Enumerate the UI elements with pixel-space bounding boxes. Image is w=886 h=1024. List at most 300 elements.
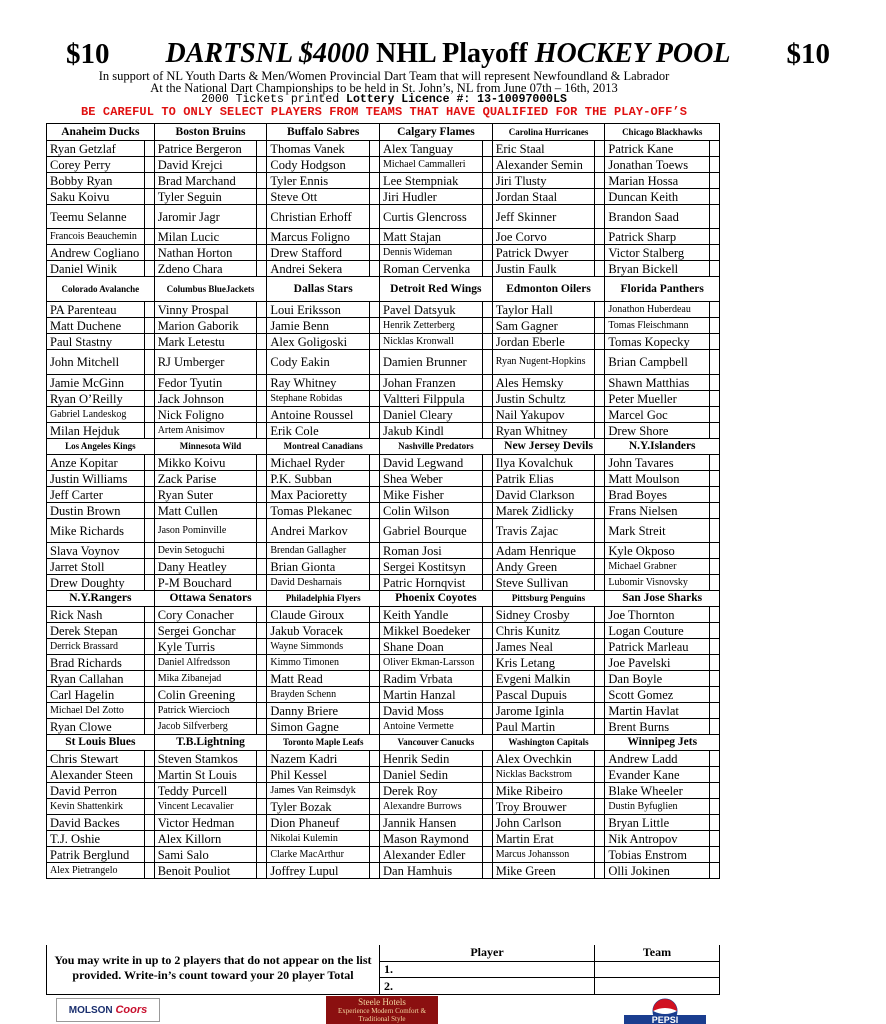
selection-checkbox[interactable]: [594, 455, 604, 470]
selection-checkbox[interactable]: [482, 318, 492, 333]
selection-checkbox[interactable]: [144, 423, 154, 438]
player-name: Patrick Kane: [608, 141, 674, 156]
selection-checkbox[interactable]: [369, 205, 379, 228]
selection-checkbox[interactable]: [709, 687, 719, 702]
selection-checkbox[interactable]: [594, 671, 604, 686]
selection-checkbox[interactable]: [594, 831, 604, 846]
selection-checkbox[interactable]: [594, 607, 604, 622]
selection-checkbox[interactable]: [369, 815, 379, 830]
selection-checkbox[interactable]: [144, 751, 154, 766]
selection-checkbox[interactable]: [256, 799, 266, 814]
selection-checkbox[interactable]: [594, 205, 604, 228]
selection-checkbox[interactable]: [594, 847, 604, 862]
selection-checkbox[interactable]: [482, 245, 492, 260]
selection-checkbox[interactable]: [594, 703, 604, 718]
selection-checkbox[interactable]: [709, 350, 719, 374]
selection-checkbox[interactable]: [709, 767, 719, 782]
selection-checkbox[interactable]: [369, 318, 379, 333]
selection-checkbox[interactable]: [709, 189, 719, 204]
selection-checkbox[interactable]: [256, 751, 266, 766]
player-name: Jack Johnson: [157, 391, 225, 406]
selection-checkbox[interactable]: [256, 157, 266, 172]
selection-checkbox[interactable]: [369, 261, 379, 276]
player-cell: [154, 229, 267, 244]
selection-checkbox[interactable]: [144, 407, 154, 422]
selection-checkbox[interactable]: [482, 261, 492, 276]
selection-checkbox[interactable]: [256, 831, 266, 846]
selection-checkbox[interactable]: [369, 543, 379, 558]
player-name: Dennis Wideman: [383, 246, 453, 258]
selection-checkbox[interactable]: [144, 519, 154, 542]
selection-checkbox[interactable]: [594, 751, 604, 766]
player-name: David Krejci: [157, 157, 223, 172]
selection-checkbox[interactable]: [144, 334, 154, 349]
selection-checkbox[interactable]: [594, 229, 604, 244]
selection-checkbox[interactable]: [482, 503, 492, 518]
selection-checkbox[interactable]: [144, 847, 154, 862]
selection-checkbox[interactable]: [256, 815, 266, 830]
selection-checkbox[interactable]: [594, 334, 604, 349]
selection-checkbox[interactable]: [256, 847, 266, 862]
selection-checkbox[interactable]: [144, 173, 154, 188]
selection-checkbox[interactable]: [482, 655, 492, 670]
selection-checkbox[interactable]: [256, 471, 266, 486]
selection-checkbox[interactable]: [369, 407, 379, 422]
selection-checkbox[interactable]: [709, 407, 719, 422]
selection-checkbox[interactable]: [144, 623, 154, 638]
selection-checkbox[interactable]: [144, 655, 154, 670]
selection-checkbox[interactable]: [594, 863, 604, 878]
selection-checkbox[interactable]: [369, 655, 379, 670]
selection-checkbox[interactable]: [369, 671, 379, 686]
selection-checkbox[interactable]: [709, 671, 719, 686]
selection-checkbox[interactable]: [482, 767, 492, 782]
selection-checkbox[interactable]: [144, 607, 154, 622]
selection-checkbox[interactable]: [144, 157, 154, 172]
selection-checkbox[interactable]: [594, 719, 604, 734]
team-header: [154, 124, 267, 140]
selection-checkbox[interactable]: [256, 575, 266, 590]
selection-checkbox[interactable]: [369, 687, 379, 702]
selection-checkbox[interactable]: [594, 799, 604, 814]
player-cell: [266, 639, 379, 654]
player-cell: [47, 751, 154, 766]
selection-checkbox[interactable]: [369, 455, 379, 470]
selection-checkbox[interactable]: [482, 423, 492, 438]
selection-checkbox[interactable]: [256, 189, 266, 204]
selection-checkbox[interactable]: [144, 767, 154, 782]
selection-checkbox[interactable]: [144, 350, 154, 374]
player-cell: [604, 423, 719, 438]
player-name: Francois Beauchemin: [50, 230, 137, 242]
selection-checkbox[interactable]: [256, 245, 266, 260]
selection-checkbox[interactable]: [594, 318, 604, 333]
selection-checkbox[interactable]: [369, 799, 379, 814]
player-name: Mikkel Boedeker: [383, 623, 471, 638]
selection-checkbox[interactable]: [369, 575, 379, 590]
player-cell: [379, 559, 492, 574]
selection-checkbox[interactable]: [594, 141, 604, 156]
selection-checkbox[interactable]: [709, 783, 719, 798]
selection-checkbox[interactable]: [369, 350, 379, 374]
selection-checkbox[interactable]: [144, 391, 154, 406]
selection-checkbox[interactable]: [144, 799, 154, 814]
selection-checkbox[interactable]: [482, 391, 492, 406]
player-name: Rick Nash: [50, 607, 103, 622]
selection-checkbox[interactable]: [594, 391, 604, 406]
selection-checkbox[interactable]: [369, 719, 379, 734]
selection-checkbox[interactable]: [256, 229, 266, 244]
selection-checkbox[interactable]: [482, 847, 492, 862]
selection-checkbox[interactable]: [709, 423, 719, 438]
player-cell: [154, 767, 267, 782]
selection-checkbox[interactable]: [709, 302, 719, 317]
selection-checkbox[interactable]: [369, 157, 379, 172]
selection-checkbox[interactable]: [709, 471, 719, 486]
write-in-team-1[interactable]: [595, 962, 719, 978]
selection-checkbox[interactable]: [369, 487, 379, 502]
selection-checkbox[interactable]: [369, 173, 379, 188]
write-in-player-1[interactable]: 1.: [380, 962, 595, 978]
selection-checkbox[interactable]: [256, 623, 266, 638]
team-name: New Jersey Devils: [504, 440, 593, 452]
selection-checkbox[interactable]: [369, 639, 379, 654]
selection-checkbox[interactable]: [369, 863, 379, 878]
team-header-row: [47, 734, 719, 750]
selection-checkbox[interactable]: [256, 559, 266, 574]
selection-checkbox[interactable]: [709, 751, 719, 766]
team-name: Pittsburg Penguins: [511, 593, 586, 603]
selection-checkbox[interactable]: [144, 703, 154, 718]
selection-checkbox[interactable]: [482, 229, 492, 244]
selection-checkbox[interactable]: [144, 543, 154, 558]
selection-checkbox[interactable]: [709, 157, 719, 172]
selection-checkbox[interactable]: [369, 783, 379, 798]
selection-checkbox[interactable]: [369, 141, 379, 156]
selection-checkbox[interactable]: [144, 487, 154, 502]
selection-checkbox[interactable]: [369, 229, 379, 244]
selection-checkbox[interactable]: [256, 863, 266, 878]
selection-checkbox[interactable]: [256, 639, 266, 654]
selection-checkbox[interactable]: [256, 334, 266, 349]
selection-checkbox[interactable]: [482, 334, 492, 349]
player-name: Marion Gaborik: [157, 318, 239, 333]
selection-checkbox[interactable]: [709, 639, 719, 654]
selection-checkbox[interactable]: [482, 751, 492, 766]
selection-checkbox[interactable]: [709, 559, 719, 574]
selection-checkbox[interactable]: [369, 623, 379, 638]
selection-checkbox[interactable]: [369, 847, 379, 862]
selection-checkbox[interactable]: [482, 623, 492, 638]
selection-checkbox[interactable]: [256, 671, 266, 686]
selection-checkbox[interactable]: [256, 391, 266, 406]
selection-checkbox[interactable]: [369, 703, 379, 718]
write-in-row-2[interactable]: [380, 977, 719, 994]
player-cell: [379, 141, 492, 156]
selection-checkbox[interactable]: [482, 575, 492, 590]
player-cell: [47, 189, 154, 204]
selection-checkbox[interactable]: [594, 261, 604, 276]
player-cell: [604, 157, 719, 172]
selection-checkbox[interactable]: [594, 423, 604, 438]
selection-checkbox[interactable]: [369, 559, 379, 574]
selection-checkbox[interactable]: [709, 391, 719, 406]
selection-checkbox[interactable]: [594, 173, 604, 188]
selection-checkbox[interactable]: [709, 318, 719, 333]
selection-checkbox[interactable]: [482, 455, 492, 470]
player-cell: [604, 334, 719, 349]
selection-checkbox[interactable]: [369, 751, 379, 766]
player-cell: [266, 767, 379, 782]
player-name: Martin St Louis: [157, 767, 237, 782]
selection-checkbox[interactable]: [482, 487, 492, 502]
selection-checkbox[interactable]: [144, 783, 154, 798]
selection-checkbox[interactable]: [709, 173, 719, 188]
selection-checkbox[interactable]: [144, 229, 154, 244]
selection-checkbox[interactable]: [256, 302, 266, 317]
player-cell: [379, 245, 492, 260]
player-cell: [266, 261, 379, 276]
selection-checkbox[interactable]: [369, 189, 379, 204]
player-name: Andrei Sekera: [270, 261, 343, 276]
selection-checkbox[interactable]: [709, 334, 719, 349]
selection-checkbox[interactable]: [594, 350, 604, 374]
selection-checkbox[interactable]: [144, 375, 154, 390]
selection-checkbox[interactable]: [482, 173, 492, 188]
selection-checkbox[interactable]: [144, 575, 154, 590]
selection-checkbox[interactable]: [594, 471, 604, 486]
selection-checkbox[interactable]: [256, 607, 266, 622]
selection-checkbox[interactable]: [482, 205, 492, 228]
selection-checkbox[interactable]: [594, 783, 604, 798]
selection-checkbox[interactable]: [482, 157, 492, 172]
player-name: Tomas Plekanec: [270, 503, 352, 518]
selection-checkbox[interactable]: [709, 799, 719, 814]
selection-checkbox[interactable]: [369, 519, 379, 542]
selection-checkbox[interactable]: [709, 503, 719, 518]
selection-checkbox[interactable]: [256, 719, 266, 734]
selection-checkbox[interactable]: [144, 455, 154, 470]
selection-checkbox[interactable]: [709, 607, 719, 622]
player-name: David Desharnais: [270, 576, 342, 588]
player-cell: [266, 719, 379, 734]
selection-checkbox[interactable]: [594, 503, 604, 518]
team-name: San Jose Sharks: [622, 592, 703, 604]
player-name: Nathan Horton: [157, 245, 233, 260]
selection-checkbox[interactable]: [709, 245, 719, 260]
selection-checkbox[interactable]: [709, 575, 719, 590]
selection-checkbox[interactable]: [256, 350, 266, 374]
selection-checkbox[interactable]: [256, 423, 266, 438]
selection-checkbox[interactable]: [482, 607, 492, 622]
selection-checkbox[interactable]: [482, 831, 492, 846]
selection-checkbox[interactable]: [256, 687, 266, 702]
selection-checkbox[interactable]: [709, 205, 719, 228]
selection-checkbox[interactable]: [709, 719, 719, 734]
player-cell: [266, 671, 379, 686]
selection-checkbox[interactable]: [144, 245, 154, 260]
selection-checkbox[interactable]: [369, 391, 379, 406]
player-name: Jannik Hansen: [383, 815, 457, 830]
write-in-player-2[interactable]: 2.: [380, 978, 595, 994]
selection-checkbox[interactable]: [482, 302, 492, 317]
selection-checkbox[interactable]: [144, 261, 154, 276]
selection-checkbox[interactable]: [369, 375, 379, 390]
selection-checkbox[interactable]: [369, 831, 379, 846]
selection-checkbox[interactable]: [144, 471, 154, 486]
selection-checkbox[interactable]: [144, 639, 154, 654]
selection-checkbox[interactable]: [594, 655, 604, 670]
selection-checkbox[interactable]: [256, 655, 266, 670]
player-name: Valtteri Filppula: [383, 391, 465, 406]
selection-checkbox[interactable]: [256, 543, 266, 558]
selection-checkbox[interactable]: [482, 815, 492, 830]
selection-checkbox[interactable]: [594, 815, 604, 830]
selection-checkbox[interactable]: [256, 205, 266, 228]
write-in-row-1[interactable]: [380, 961, 719, 978]
selection-checkbox[interactable]: [709, 847, 719, 862]
selection-checkbox[interactable]: [709, 141, 719, 156]
selection-checkbox[interactable]: [144, 141, 154, 156]
selection-checkbox[interactable]: [256, 407, 266, 422]
selection-checkbox[interactable]: [594, 639, 604, 654]
team-name: Philadelphia Flyers: [285, 593, 361, 603]
selection-checkbox[interactable]: [144, 863, 154, 878]
selection-checkbox[interactable]: [482, 375, 492, 390]
write-in-team-2[interactable]: [595, 978, 719, 994]
selection-checkbox[interactable]: [709, 623, 719, 638]
selection-checkbox[interactable]: [709, 815, 719, 830]
selection-checkbox[interactable]: [709, 261, 719, 276]
selection-checkbox[interactable]: [709, 487, 719, 502]
selection-checkbox[interactable]: [369, 302, 379, 317]
selection-checkbox[interactable]: [369, 503, 379, 518]
selection-checkbox[interactable]: [594, 245, 604, 260]
selection-checkbox[interactable]: [594, 687, 604, 702]
selection-checkbox[interactable]: [144, 318, 154, 333]
player-cell: [266, 350, 379, 374]
selection-checkbox[interactable]: [482, 639, 492, 654]
player-name: Brandon Saad: [608, 209, 679, 224]
selection-checkbox[interactable]: [709, 655, 719, 670]
selection-checkbox[interactable]: [256, 503, 266, 518]
selection-checkbox[interactable]: [256, 455, 266, 470]
player-name: Nikolai Kulemin: [270, 832, 338, 844]
selection-checkbox[interactable]: [482, 783, 492, 798]
player-cell: [492, 334, 605, 349]
selection-checkbox[interactable]: [256, 318, 266, 333]
selection-checkbox[interactable]: [482, 863, 492, 878]
selection-checkbox[interactable]: [482, 799, 492, 814]
selection-checkbox[interactable]: [256, 767, 266, 782]
selection-checkbox[interactable]: [482, 687, 492, 702]
selection-checkbox[interactable]: [709, 519, 719, 542]
selection-checkbox[interactable]: [144, 189, 154, 204]
selection-checkbox[interactable]: [482, 671, 492, 686]
player-row: [47, 204, 719, 228]
selection-checkbox[interactable]: [594, 519, 604, 542]
selection-checkbox[interactable]: [594, 559, 604, 574]
selection-checkbox[interactable]: [369, 471, 379, 486]
selection-checkbox[interactable]: [256, 519, 266, 542]
selection-checkbox[interactable]: [594, 575, 604, 590]
player-name: James Neal: [495, 639, 553, 654]
selection-checkbox[interactable]: [369, 245, 379, 260]
selection-checkbox[interactable]: [482, 703, 492, 718]
selection-checkbox[interactable]: [709, 863, 719, 878]
selection-checkbox[interactable]: [144, 815, 154, 830]
selection-checkbox[interactable]: [709, 455, 719, 470]
selection-checkbox[interactable]: [482, 189, 492, 204]
player-name: Michael Grabner: [608, 560, 677, 572]
selection-checkbox[interactable]: [482, 350, 492, 374]
player-cell: [604, 141, 719, 156]
selection-checkbox[interactable]: [482, 141, 492, 156]
selection-checkbox[interactable]: [594, 407, 604, 422]
selection-checkbox[interactable]: [482, 519, 492, 542]
selection-checkbox[interactable]: [482, 471, 492, 486]
selection-checkbox[interactable]: [144, 719, 154, 734]
selection-checkbox[interactable]: [369, 607, 379, 622]
player-cell: [604, 831, 719, 846]
player-cell: [266, 375, 379, 390]
selection-checkbox[interactable]: [709, 375, 719, 390]
selection-checkbox[interactable]: [144, 831, 154, 846]
selection-checkbox[interactable]: [709, 831, 719, 846]
player-cell: [492, 783, 605, 798]
selection-checkbox[interactable]: [594, 189, 604, 204]
selection-checkbox[interactable]: [256, 261, 266, 276]
selection-checkbox[interactable]: [256, 703, 266, 718]
selection-checkbox[interactable]: [256, 783, 266, 798]
team-name: N.Y.Islanders: [628, 440, 696, 452]
selection-checkbox[interactable]: [482, 559, 492, 574]
selection-checkbox[interactable]: [256, 375, 266, 390]
selection-checkbox[interactable]: [594, 157, 604, 172]
selection-checkbox[interactable]: [144, 302, 154, 317]
player-name: Andy Green: [495, 559, 558, 574]
selection-checkbox[interactable]: [482, 407, 492, 422]
player-name: Antoine Roussel: [270, 407, 354, 422]
selection-checkbox[interactable]: [594, 487, 604, 502]
selection-checkbox[interactable]: [709, 229, 719, 244]
selection-checkbox[interactable]: [369, 767, 379, 782]
selection-checkbox[interactable]: [369, 334, 379, 349]
selection-checkbox[interactable]: [144, 503, 154, 518]
selection-checkbox[interactable]: [144, 671, 154, 686]
player-name: Christian Erhoff: [270, 209, 352, 224]
selection-checkbox[interactable]: [144, 205, 154, 228]
selection-checkbox[interactable]: [709, 703, 719, 718]
selection-checkbox[interactable]: [594, 767, 604, 782]
selection-checkbox[interactable]: [482, 719, 492, 734]
player-name: Matt Read: [270, 671, 323, 686]
selection-checkbox[interactable]: [594, 543, 604, 558]
selection-checkbox[interactable]: [256, 141, 266, 156]
selection-checkbox[interactable]: [482, 543, 492, 558]
player-name: Justin Faulk: [495, 261, 557, 276]
selection-checkbox[interactable]: [144, 559, 154, 574]
selection-checkbox[interactable]: [594, 375, 604, 390]
selection-checkbox[interactable]: [594, 623, 604, 638]
selection-checkbox[interactable]: [594, 302, 604, 317]
selection-checkbox[interactable]: [256, 173, 266, 188]
player-row: [47, 244, 719, 260]
selection-checkbox[interactable]: [256, 487, 266, 502]
selection-checkbox[interactable]: [709, 543, 719, 558]
selection-checkbox[interactable]: [144, 687, 154, 702]
selection-checkbox[interactable]: [369, 423, 379, 438]
